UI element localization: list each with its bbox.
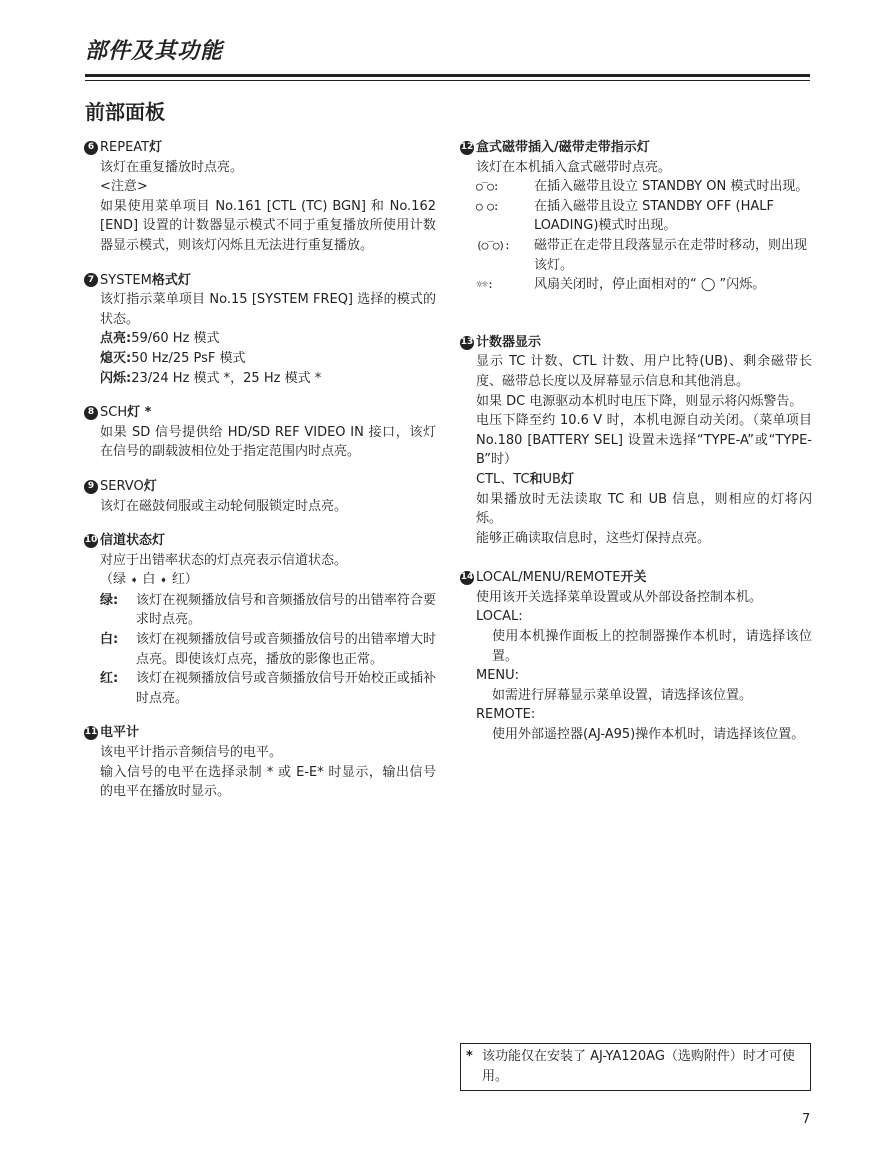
heading-text: SERVO (100, 478, 144, 494)
page-title: 部件及其功能 (85, 39, 224, 64)
item-number-badge: 11 (84, 726, 98, 740)
body-line: 电压下降至约 10.6 V 时，本机电源自动关闭。（菜单项目 No.180 [BATTERY SEL] 设置未选择“TYPE-A”或“TYPE-B”时） (476, 413, 812, 468)
status-row: 闪烁: 23/24 Hz 模式 *，25 Hz 模式 * (100, 370, 322, 386)
heading-text-bold: 信道状态灯 (100, 533, 166, 549)
note-label: <注意> (100, 179, 148, 195)
heading-text-bold: 盒式磁带插入/磁带走带指示灯 (476, 140, 650, 155)
item-6-repeat (84, 138, 436, 256)
body-line: 该电平计指示音频信号的电平。 (100, 745, 283, 761)
switch-option-text: 如需进行屏幕显示菜单设置，请选择该位置。 (492, 687, 753, 703)
tape-standby-off-icon: ◯ ◯: (476, 199, 499, 213)
body-line: 如果 DC 电源驱动本机时电压下降，则显示将闪烁警告。 (476, 393, 803, 409)
fan-off-blink-icon: ☼☼: (476, 278, 493, 292)
heading-text-bold: 格式灯 (151, 272, 191, 288)
item-12-cassette-indicator (460, 138, 812, 295)
note-text: 如果使用菜单项目 No.161 [CTL (TC) BGN] 和 No.162 [END] 设置的计数器显示模式不同于重复播放所使用计数器显示模式，则该灯闪烁且无法进行重复播放。 (100, 198, 436, 253)
item-number-badge: 7 (84, 273, 98, 287)
item-7-system (84, 271, 436, 389)
switch-option-text: 使用本机操作面板上的控制器操作本机时，请选择该位置。 (492, 629, 812, 664)
body-text: 该灯在本机插入盒式磁带时点亮。 (476, 159, 672, 175)
item-number-badge: 8 (84, 406, 98, 420)
indicator-row: ◯‾◯: 在插入磁带且设立 STANDBY ON 模式时出现。 (476, 177, 812, 197)
body-text: 该灯指示菜单项目 No.15 [SYSTEM FREQ] 选择的模式的状态。 (100, 292, 436, 327)
arrow-right-icon: ➧ (130, 575, 139, 587)
heading-text-bold: 计数器显示 (476, 334, 542, 350)
status-row: 点亮: 59/60 Hz 模式 (100, 331, 220, 347)
footnote-star: * (466, 1049, 473, 1064)
item-13-counter-display (460, 333, 812, 549)
footnote-box (460, 1043, 811, 1091)
switch-option-text: 使用外部遥控器(AJ-A95)操作本机时，请选择该位置。 (492, 727, 805, 743)
title-rule-thick (85, 74, 810, 77)
arrow-right-icon: ➧ (159, 575, 168, 587)
tape-standby-on-icon: ◯‾◯: (476, 180, 499, 194)
item-number-badge: 14 (460, 571, 474, 585)
switch-option-label: REMOTE: (476, 707, 536, 723)
heading-text: SCH (100, 405, 128, 421)
item-8-sch (84, 403, 436, 462)
body-line: 输入信号的电平在选择录制 * 或 E-E* 时显示，输出信号的电平在播放时显示。 (100, 764, 436, 800)
page-number: 7 (802, 1112, 811, 1127)
indicator-row: ☼☼: 风扇关闭时，停止面相对的“ ◯ ”闪烁。 (476, 275, 812, 295)
switch-option-label: MENU: (476, 668, 520, 684)
color-sequence: （绿 ➧ 白 ➧ 红） (100, 572, 198, 588)
status-row: 熄灭: 50 Hz/25 PsF 模式 (100, 350, 246, 366)
item-14-local-menu-remote (460, 568, 812, 744)
body-line: 该灯在重复播放时点亮。 (100, 159, 244, 175)
heading-text: REPEAT (100, 140, 150, 155)
item-number-badge: 13 (460, 336, 474, 350)
item-number-badge: 9 (84, 480, 98, 494)
indicator-row: ◯ ◯: 在插入磁带且设立 STANDBY OFF (HALF LOADING)模式时出现。 (476, 197, 812, 236)
sub-heading: CTL、TC和UB灯 (476, 471, 574, 487)
item-9-servo (84, 477, 436, 516)
heading-text-bold: 灯 (143, 478, 157, 494)
color-row: 白: 该灯在视频播放信号或音频播放信号的出错率增大时点亮。即使该灯点亮，播放的影像也正常。 (100, 632, 436, 667)
body-text: 对应于出错率状态的灯点亮表示信道状态。 (100, 552, 348, 568)
heading-text: LOCAL/MENU/REMOTE (476, 570, 621, 586)
item-number-badge: 12 (460, 141, 474, 155)
heading-text-bold: 灯 * (127, 405, 152, 421)
body-line: 如果播放时无法读取 TC 和 UB 信息，则相应的灯将闪烁。 (476, 491, 812, 527)
body-text: 该灯在磁鼓伺服或主动轮伺服锁定时点亮。 (100, 498, 348, 514)
item-11-level-meter (84, 723, 436, 801)
switch-option-label: LOCAL: (476, 609, 523, 625)
item-number-badge: 10 (84, 534, 98, 548)
item-heading (84, 138, 436, 158)
color-row: 绿: 该灯在视频播放信号和音频播放信号的出错率符合要求时点亮。 (100, 592, 436, 628)
body-text: 如果 SD 信号提供给 HD/SD REF VIDEO IN 接口，该灯在信号的副载波相位处于指定范围内时点亮。 (100, 424, 436, 460)
body-line: 显示 TC 计数、CTL 计数、用户比特(UB)、剩余磁带长度、磁带总长度以及屏幕显示信息和其他消息。 (476, 354, 812, 389)
item-number-badge: 6 (84, 141, 98, 155)
section-title: 前部面板 (85, 100, 165, 124)
right-column (460, 138, 812, 760)
heading-text: SYSTEM (100, 272, 152, 288)
color-row: 红: 该灯在视频播放信号或音频播放信号开始校正或插补时点亮。 (100, 671, 436, 706)
item-10-channel-status (84, 531, 436, 708)
heading-text-bold: 电平计 (100, 725, 140, 741)
indicator-row: (◯‾◯): 磁带正在走带且段落显示在走带时移动，则出现该灯。 (476, 236, 812, 275)
left-column (84, 138, 436, 817)
tape-running-icon: (◯‾◯): (476, 238, 510, 252)
footnote-text: 该功能仅在安装了 AJ-YA120AG（选购附件）时才可使用。 (482, 1049, 795, 1084)
heading-text-bold: 开关 (620, 570, 647, 586)
title-rule-thin (85, 80, 810, 81)
heading-text-bold: 灯 (149, 140, 163, 155)
body-text: 使用该开关选择菜单设置或从外部设备控制本机。 (476, 589, 763, 605)
body-line: 能够正确读取信息时，这些灯保持点亮。 (476, 530, 711, 546)
